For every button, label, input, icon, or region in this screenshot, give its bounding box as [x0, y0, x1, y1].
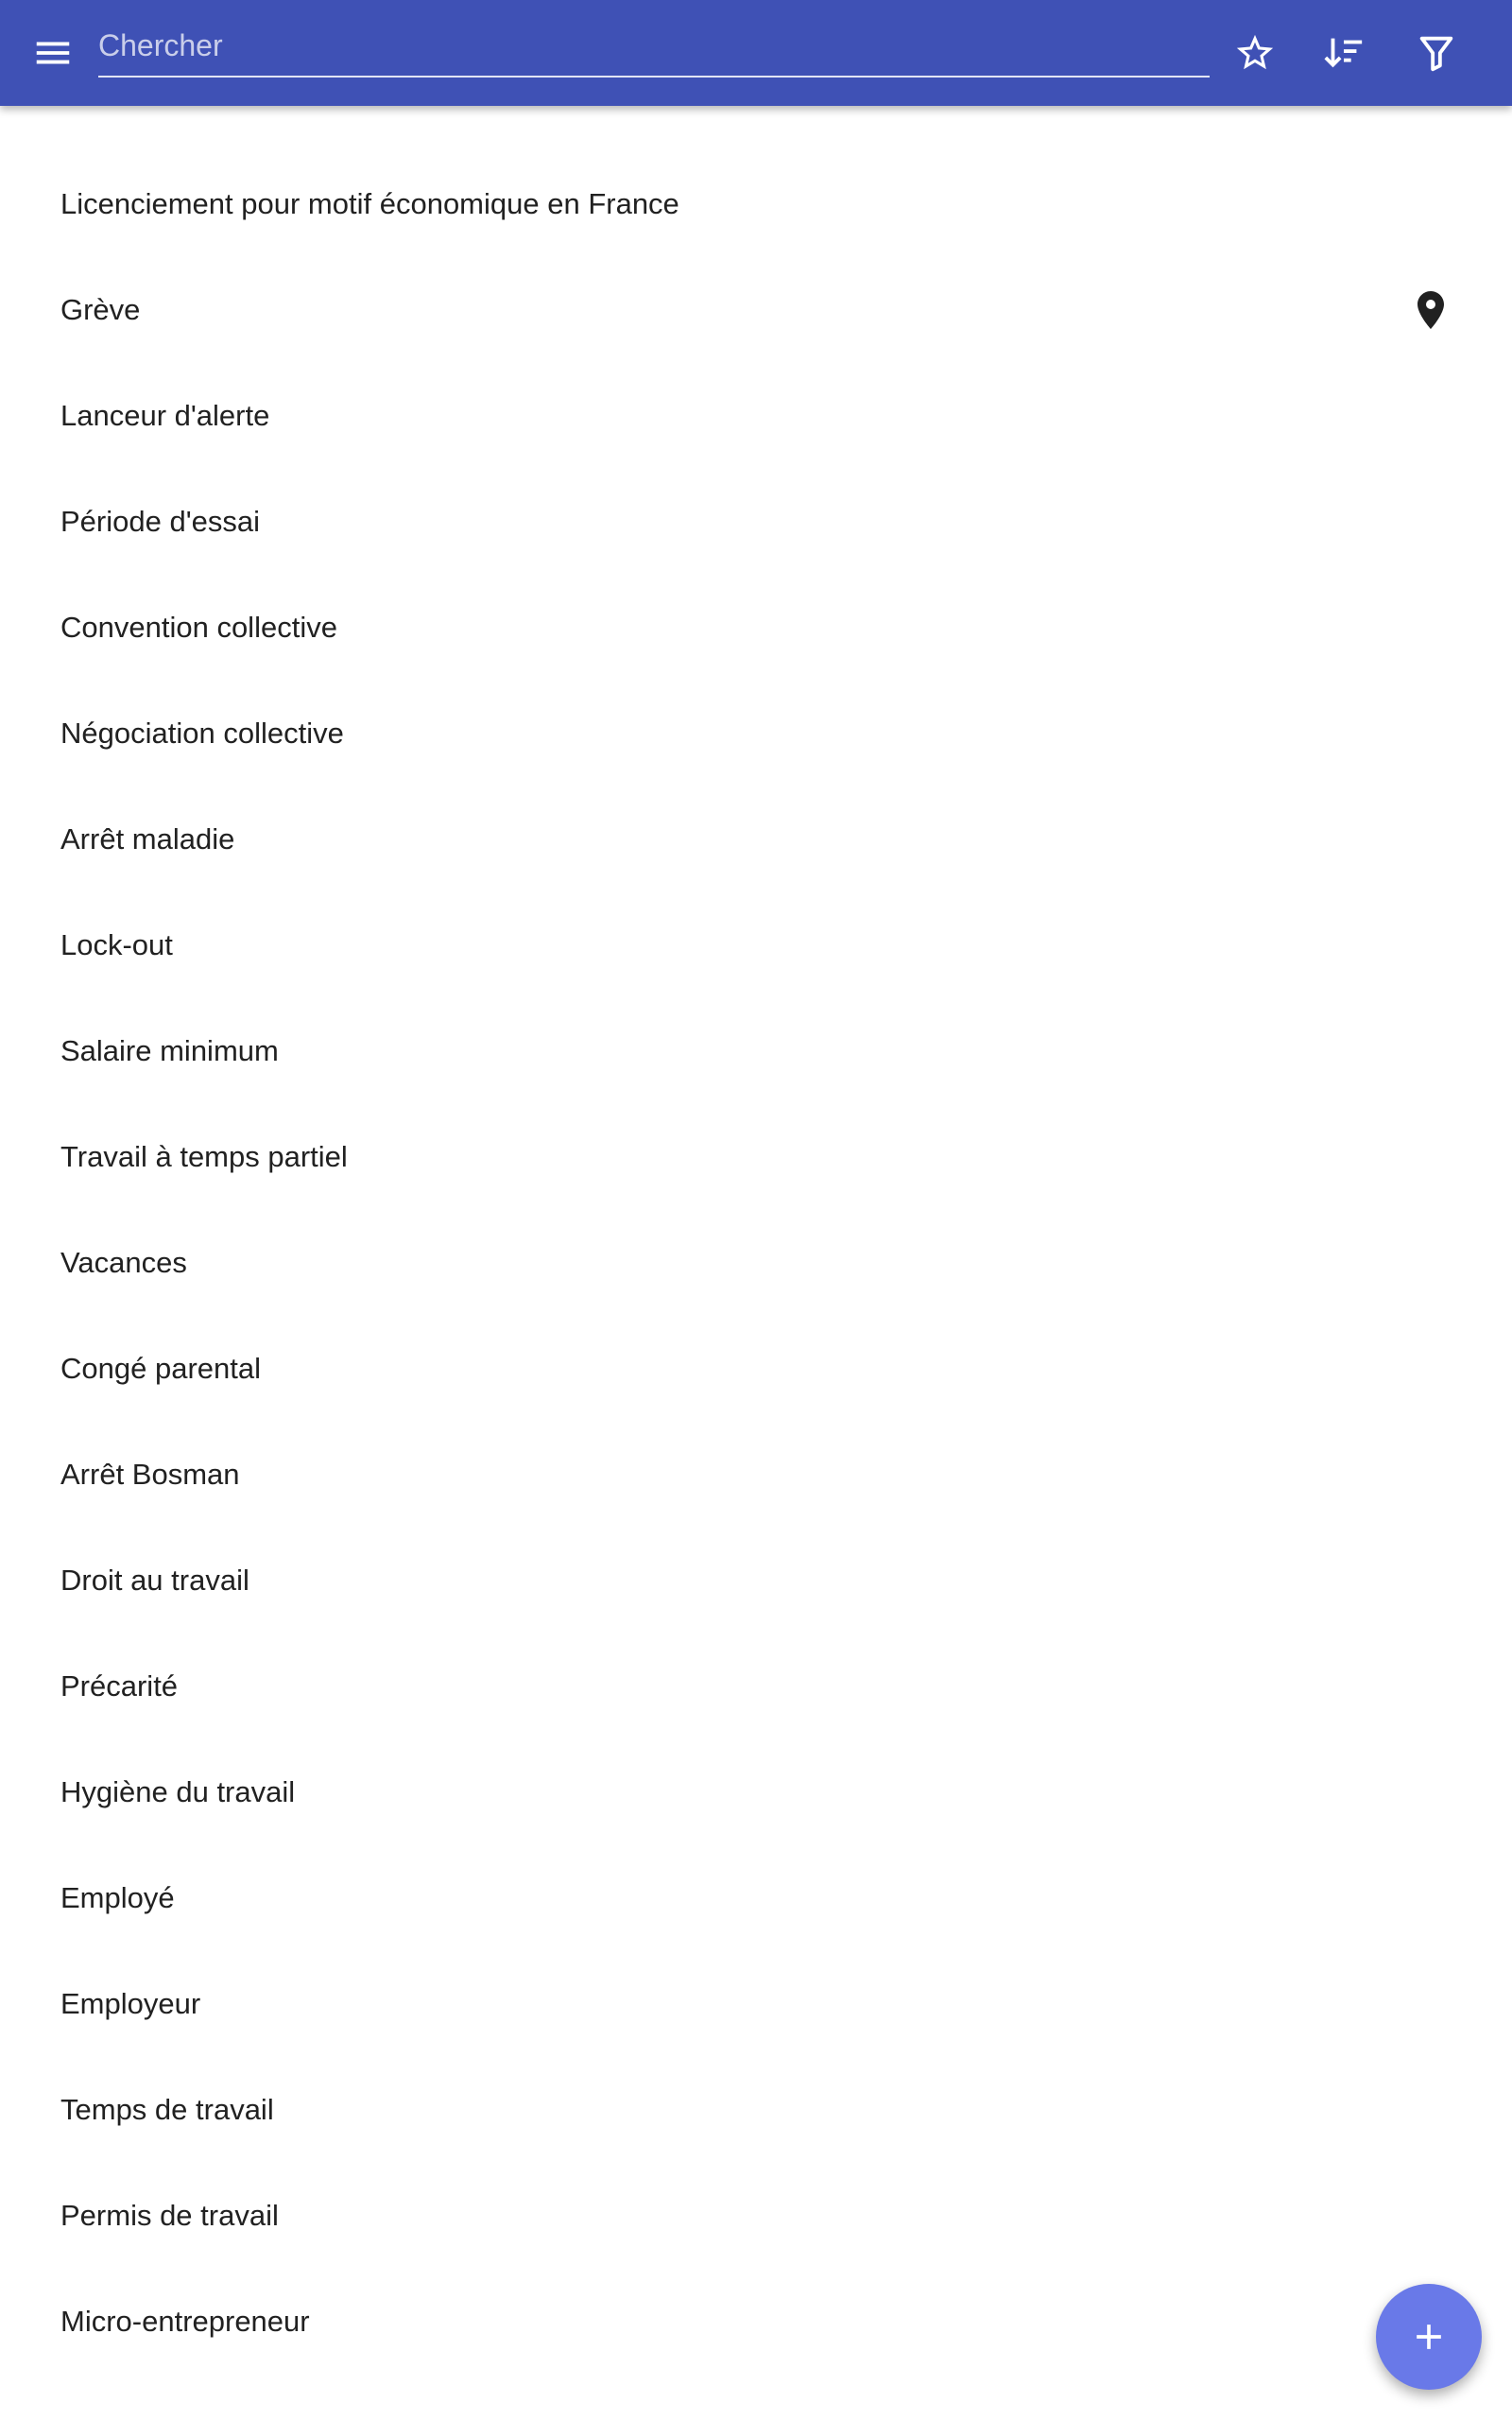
list-item-label: Congé parental	[60, 1352, 261, 1385]
list-item-label: Convention collective	[60, 611, 337, 644]
list-item-label: Permis de travail	[60, 2199, 279, 2232]
list-item-label: Licenciement pour motif économique en France	[60, 187, 679, 220]
list-item[interactable]	[0, 681, 1512, 786]
list-item[interactable]	[0, 1104, 1512, 1210]
list-item[interactable]	[0, 1634, 1512, 1739]
list-item[interactable]	[0, 575, 1512, 681]
list-item-label: Salaire minimum	[60, 1034, 279, 1067]
menu-icon	[31, 31, 75, 75]
article-list	[0, 106, 1512, 2375]
list-item[interactable]	[0, 1845, 1512, 1951]
list-item[interactable]	[0, 1210, 1512, 1316]
list-item-label: Employeur	[60, 1987, 201, 2020]
list-item[interactable]	[0, 363, 1512, 469]
list-item-label: Hygiène du travail	[60, 1775, 296, 1808]
list-item[interactable]	[0, 1316, 1512, 1422]
add-button[interactable]	[1376, 2284, 1482, 2390]
menu-button[interactable]	[15, 15, 91, 91]
list-item[interactable]	[0, 1528, 1512, 1634]
sort-button[interactable]	[1306, 15, 1382, 91]
list-item-label: Employé	[60, 1881, 175, 1914]
top-app-bar	[0, 0, 1512, 106]
list-item[interactable]	[0, 2163, 1512, 2269]
favorites-button[interactable]	[1217, 15, 1293, 91]
list-item-label: Vacances	[60, 1246, 187, 1279]
list-item[interactable]	[0, 786, 1512, 892]
list-item-label: Lock-out	[60, 928, 173, 961]
list-item[interactable]	[0, 892, 1512, 998]
search-input[interactable]	[98, 17, 1210, 74]
list-item[interactable]	[0, 1951, 1512, 2057]
location-pin-icon	[1408, 287, 1453, 333]
list-item-label: Arrêt maladie	[60, 822, 235, 856]
filter-button[interactable]	[1399, 15, 1474, 91]
list-item-label: Arrêt Bosman	[60, 1458, 240, 1491]
filter-icon	[1415, 31, 1458, 75]
list-item-label: Micro-entrepreneur	[60, 2305, 310, 2338]
list-item-label: Travail à temps partiel	[60, 1140, 348, 1173]
list-item-label: Négociation collective	[60, 717, 344, 750]
list-item[interactable]	[0, 151, 1512, 257]
list-item[interactable]	[0, 1739, 1512, 1845]
list-item[interactable]	[0, 257, 1512, 363]
list-item[interactable]	[0, 2057, 1512, 2163]
list-item-label: Temps de travail	[60, 2093, 274, 2126]
list-item-label: Période d'essai	[60, 505, 260, 538]
list-item[interactable]	[0, 998, 1512, 1104]
search-field	[98, 17, 1210, 78]
sort-icon	[1322, 31, 1366, 75]
list-item-label: Précarité	[60, 1669, 179, 1703]
list-item-label: Droit au travail	[60, 1564, 249, 1597]
list-item[interactable]	[0, 469, 1512, 575]
list-item-label: Lanceur d'alerte	[60, 399, 270, 432]
plus-icon	[1408, 2316, 1450, 2358]
list-item[interactable]	[0, 1422, 1512, 1528]
star-outline-icon	[1233, 31, 1277, 75]
list-item[interactable]	[0, 2269, 1512, 2375]
list-item-label: Grève	[60, 293, 141, 326]
